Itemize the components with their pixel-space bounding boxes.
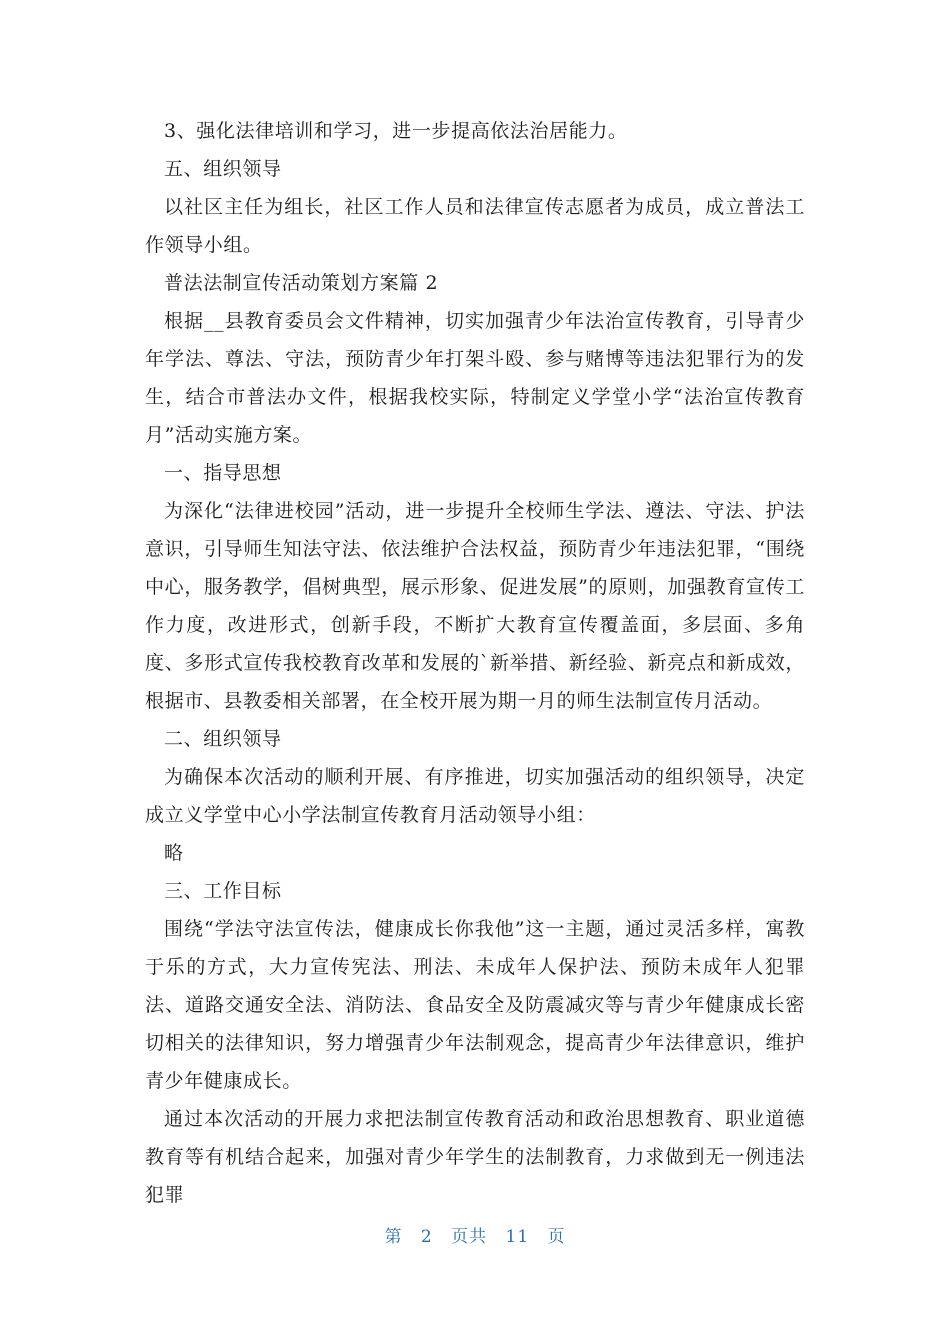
footer-total-pages: 11 <box>505 1227 530 1247</box>
paragraph: 为确保本次活动的顺利开展、有序推进，切实加强活动的组织领导，决定成立义学堂中心小学法制宣传教育月活动领导小组： <box>145 766 805 826</box>
section-heading: 三、工作目标 <box>164 880 282 902</box>
paragraph: 围绕“学法守法宣传法，健康成长你我他”这一主题，通过灵活多样，寓教于乐的方式，大力宣传宪法、刑法、未成年人保护法、预防未成年人犯罪法、道路交通安全法、消防法、食品安全及防震减灾等与青少年健康成长密切相关的法律知识，努力增强青少年法制观念，提高青少年法律意识，维护青少年健康成长。 <box>145 918 805 1092</box>
footer-label-di: 第 <box>384 1227 403 1247</box>
section-heading: 一、指导思想 <box>164 462 282 484</box>
footer-current-page: 2 <box>420 1227 433 1247</box>
paragraph: 以社区主任为组长，社区工作人员和法律宣传志愿者为成员，成立普法工作领导小组。 <box>145 196 805 256</box>
page-footer <box>0 1222 950 1247</box>
paragraph: 根据__县教育委员会文件精神，切实加强青少年法治宣传教育，引导青少年学法、尊法、守法，预防青少年打架斗殴、参与赌博等违法犯罪行为的发生，结合市普法办文件，根据我校实际，特制定义学堂小学“法治宣传教育月”活动实施方案。 <box>145 310 805 446</box>
document-body <box>145 112 805 1214</box>
footer-label-ye: 页 <box>547 1227 566 1247</box>
paragraph: 通过本次活动的开展力求把法制宣传教育活动和政治思想教育、职业道德教育等有机结合起来，加强对青少年学生的法制教育，力求做到无一例违法犯罪 <box>145 1108 805 1206</box>
section-heading: 二、组织领导 <box>164 728 282 750</box>
paragraph: 为深化“法律进校园”活动，进一步提升全校师生学法、遵法、守法、护法意识，引导师生知法守法、依法维护合法权益，预防青少年违法犯罪，“围绕中心，服务教学，倡树典型，展示形象、促进发展”的原则，加强教育宣传工作力度，改进形式，创新手段，不断扩大教育宣传覆盖面，多层面、多角度、多形式宣传我校教育改革和发展的`新举措、新经验、新亮点和新成效，根据市、县教委相关部署，在全校开展为期一月的师生法制宣传月活动。 <box>145 500 805 712</box>
footer-label-ye-gong: 页共 <box>451 1227 488 1247</box>
section-heading: 五、组织领导 <box>164 158 282 180</box>
paragraph: 略 <box>164 842 184 864</box>
paragraph: 3、强化法律培训和学习，进一步提高依法治居能力。 <box>164 120 628 142</box>
article-title: 普法法制宣传活动策划方案篇 2 <box>164 272 439 294</box>
